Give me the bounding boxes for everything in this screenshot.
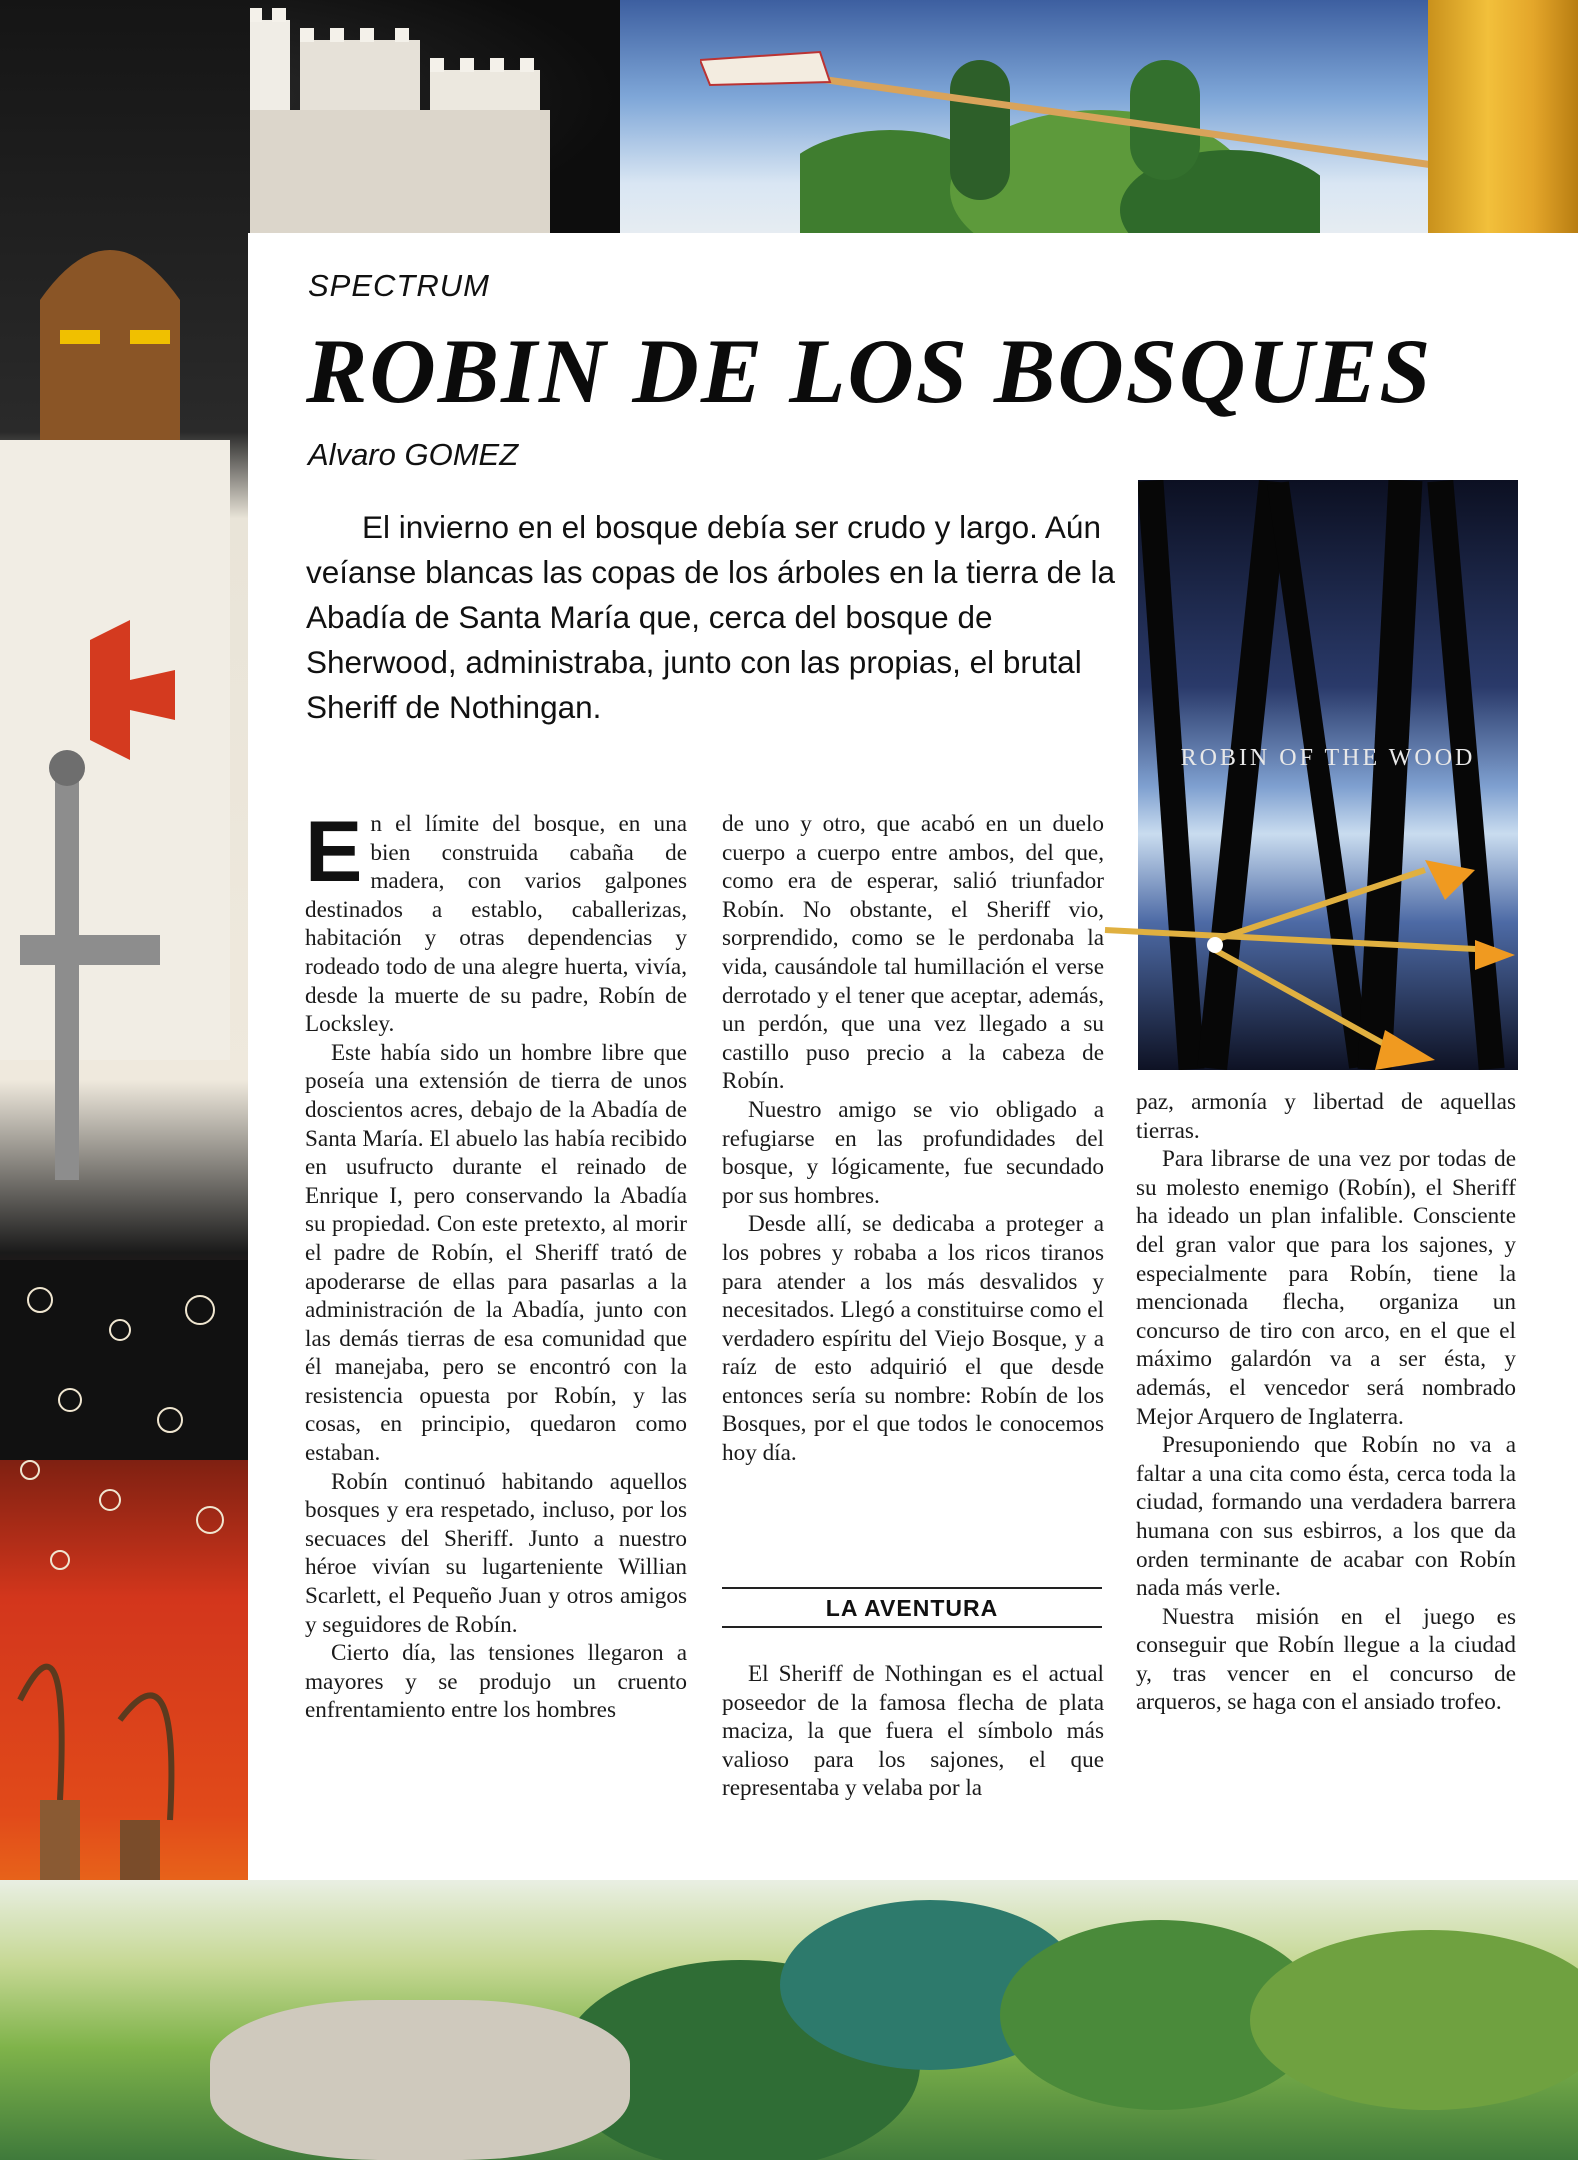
wooden-frame [1428,0,1578,245]
drop-cap: E [305,804,363,900]
article-title: ROBIN DE LOS BOSQUES [306,320,1433,422]
paragraph: Desde allí, se dedicaba a proteger a los pobres y robaba a los ricos tiranos para atender a los más desvalidos y necesitados. Llegó a constituirse como el verdadero espíritu del Viejo Bosque, y a raíz de esto adquirió el que desde entonces sería su nombre: Robín de los Bosques, por el que todos le conocemos hoy día. [722,1211,1104,1467]
article-column-2-section [722,1660,1104,1803]
paragraph: Nuestra misión en el juego es conseguir que Robín llegue a la ciudad y, tras vencer en el concurso de arqueros, se haga con el ansiado trofeo. [1136,1603,1516,1716]
left-illustration [0,0,250,2160]
cover-arrows-drawing [1095,860,1515,1080]
lede-text: El invierno en el bosque debía ser crudo y largo. Aún veíanse blancas las copas de los árboles en la tierra de la Abadía de Santa María que, cerca del bosque de Sherwood, administraba, junto con las propias, el brutal Sheriff de Nothingan. [306,509,1115,725]
cover-title: ROBIN OF THE WOOD [1180,745,1476,771]
forest-hill [1250,1930,1578,2110]
paragraph: Presuponiendo que Robín no va a faltar a una cita como ésta, cerca toda la ciudad, formando una verdadera barrera humana con sus esbirros, a los que da orden terminante de acabar con Robín nada más verle. [1136,1432,1516,1602]
paragraph: de uno y otro, que acabó en un duelo cuerpo a cuerpo entre ambos, del que, como era de esperar, salió triunfador Robín. No obstante, el Sheriff vio, sorprendido, como se le perdonaba la vida, causándole tal humillación el verse derrotado y el tener que aceptar, además, un perdón, que una vez llegado a su castillo puso precio a la cabeza de Robín. [722,811,1104,1095]
bottom-illustration [0,1880,1578,2160]
stones-illustration [210,2000,630,2160]
paragraph: paz, armonía y libertad de aquellas tierras. [1136,1089,1516,1144]
paragraph: En el límite del bosque, en una bien construida cabaña de madera, con varios galpones destinados a establo, caballerizas, habitación y otras dependencias y rodeado todo de una alegre huerta, vivía, desde la muerte de su padre, Robín de Locksley. [305,804,687,1038]
article-column-2 [722,810,1104,1468]
article-lede [306,505,1136,730]
paragraph: Para librarse de una vez por todas de su molesto enemigo (Robín), el Sheriff ha ideado un plan infalible. Consciente del gran valor que para los sajones, y especialmente para Robín, tiene la mencionada flecha, organiza un concurso de tiro con arco, en el que el máximo galardón va a ser ésta, y además, el vencedor será nombrado Mejor Arquero de Inglaterra. [1136,1146,1516,1430]
section-heading: LA AVENTURA [722,1587,1102,1628]
paragraph: Cierto día, las tensiones llegaron a mayores y se produjo un cruento enfrentamiento entre los hombres [305,1640,687,1724]
paragraph: Robín continuó habitando aquellos bosques y era respetado, incluso, por los secuaces del Sheriff. Junto a nuestro héroe vivían su lugarteniente Willian Scarlett, el Pequeño Juan y otros amigos y seguidores de Robín. [305,1468,687,1638]
paragraph: Nuestro amigo se vio obligado a refugiarse en las profundidades del bosque, y lógicamente, fue secundado por sus hombres. [722,1096,1104,1209]
section-kicker: SPECTRUM [308,268,490,303]
article-column-1 [305,804,687,1725]
article-column-3 [1136,1088,1516,1717]
knight-archers-drawing [0,0,250,2160]
article-author: Alvaro GOMEZ [308,437,519,472]
paragraph: El Sheriff de Nothingan es el actual poseedor de la famosa flecha de plata maciza, la que fuera el símbolo más valioso para los sajones, el que representaba y velaba por la [722,1661,1104,1802]
paragraph: Este había sido un hombre libre que poseía una extensión de tierra de unos doscientos acres, debajo de la Abadía de Santa María. El abuelo las había recibido en usufructo durante el reinado de Enrique I, pero conservando la Abadía su propiedad. Con este pretexto, al morir el padre de Robín, el Sheriff trató de apoderarse de ellas para pasarlas a la administración de la Abadía, junto con las demás tierras de esa comunidad que él manejaba, pero se encontró con la resistencia opuesta por Robín, y las cosas, en principio, quedaron como estaban. [305,1039,687,1467]
